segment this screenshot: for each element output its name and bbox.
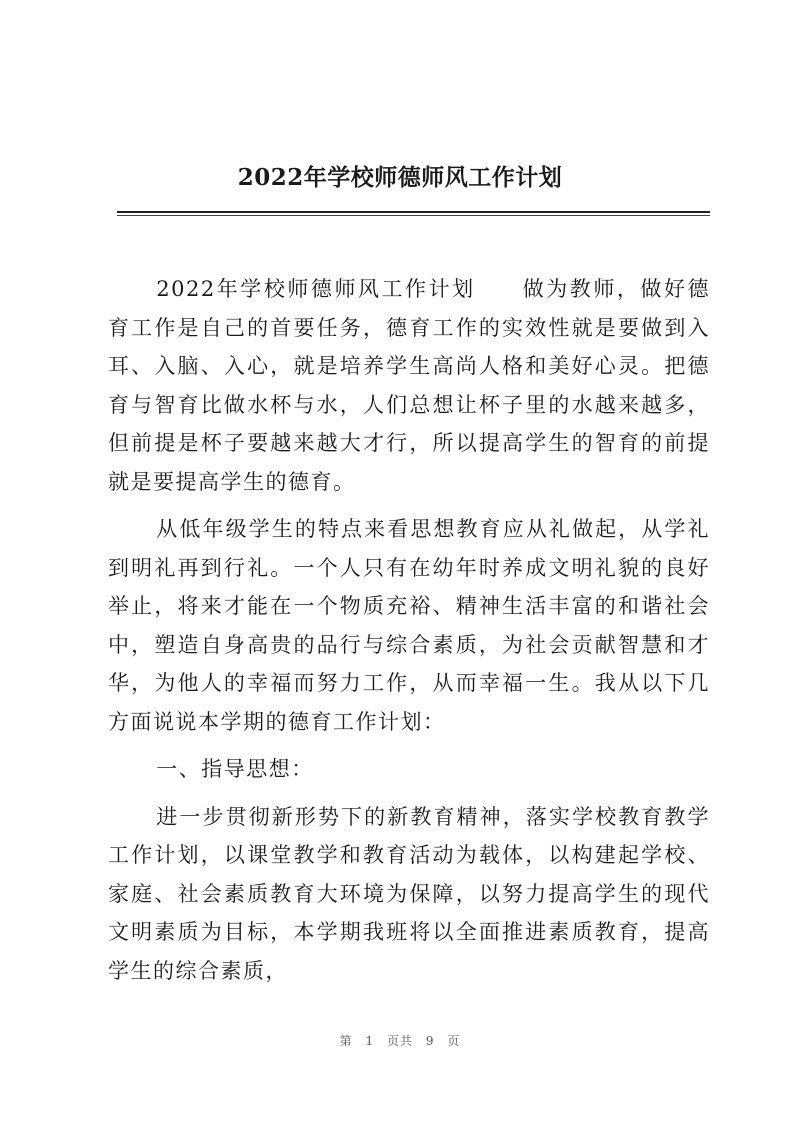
section-heading: 一、指导思想： xyxy=(156,757,314,781)
footer-middle: 页共 xyxy=(386,1034,413,1048)
paragraph: 2022年学校师德师风工作计划 做为教师，做好德育工作是自己的首要任务，德育工作的实效性就是要做到入耳、入脑、入心，就是培养学生高尚人格和美好心灵。把德育与智育比做水杯与水，人们总想让杯子里的水越来越多，但前提是杯子要越来越大才行，所以提高学生的智育的前提就是要提高学生的德育。 xyxy=(108,277,710,494)
page-title: 2022年学校师德师风工作计划 xyxy=(237,164,563,191)
footer-suffix: 页 xyxy=(447,1034,461,1048)
footer-current-page: 1 xyxy=(365,1034,375,1048)
page-footer xyxy=(0,1032,800,1049)
paragraph: 进一步贯彻新形势下的新教育精神，落实学校教育教学工作计划，以课堂教学和教育活动为载体，以构建起学校、家庭、社会素质教育大环境为保障，以努力提高学生的现代文明素质为目标，本学期我班将以全面推进素质教育，提高学生的综合素质， xyxy=(108,804,710,983)
footer-prefix: 第 xyxy=(339,1034,353,1048)
paragraph: 从低年级学生的特点来看思想教育应从礼做起，从学礼到明礼再到行礼。一个人只有在幼年时养成文明礼貌的良好举止，将来才能在一个物质充裕、精神生活丰富的和谐社会中，塑造自身高贵的品行与综合素质，为社会贡献智慧和才华，为他人的幸福而努力工作，从而幸福一生。我从以下几方面说说本学期的德育工作计划： xyxy=(108,517,710,734)
title-divider-thin xyxy=(117,215,710,216)
title-divider xyxy=(117,211,710,213)
document-body xyxy=(108,270,710,999)
footer-total-pages: 9 xyxy=(425,1034,435,1048)
